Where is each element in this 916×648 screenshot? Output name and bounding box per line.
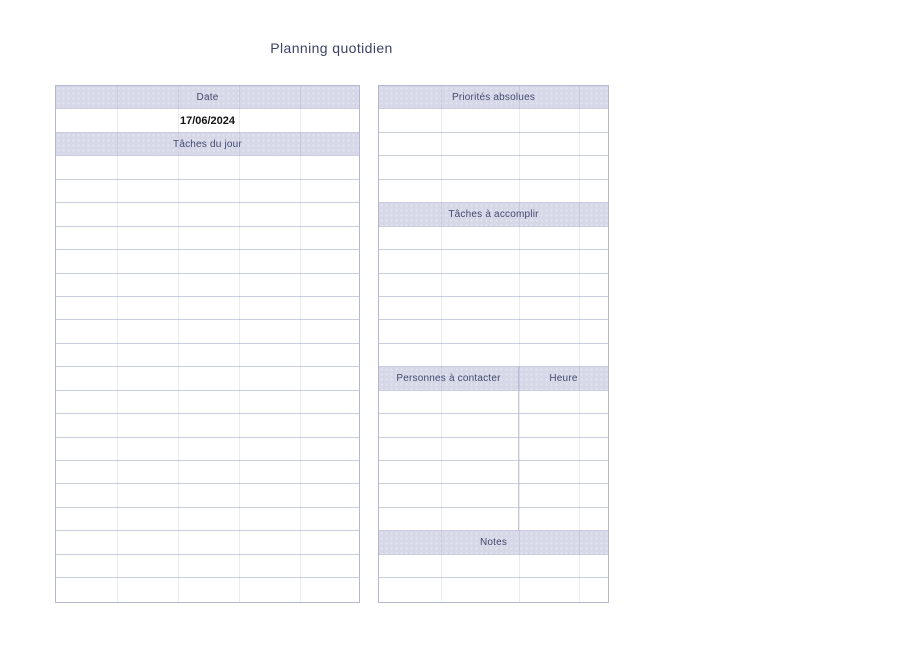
contact-row[interactable] [379, 484, 608, 507]
task-row[interactable] [56, 555, 359, 578]
task-row[interactable] [56, 297, 359, 320]
priorities-table [378, 85, 609, 603]
contact-hour-cell[interactable] [519, 508, 608, 530]
contact-name-cell[interactable] [379, 484, 519, 506]
contact-row[interactable] [379, 461, 608, 484]
priority-row[interactable] [379, 156, 608, 179]
note-row[interactable] [379, 555, 608, 578]
priority-rows [379, 109, 608, 203]
todo-row[interactable] [379, 344, 608, 367]
task-row[interactable] [56, 367, 359, 390]
priority-row[interactable] [379, 109, 608, 132]
date-value-cell[interactable]: 17/06/2024 [56, 109, 359, 132]
contact-name-cell[interactable] [379, 461, 519, 483]
task-row[interactable] [56, 344, 359, 367]
task-row[interactable] [56, 250, 359, 273]
todo-row[interactable] [379, 227, 608, 250]
page-title: Planning quotidien [270, 40, 393, 56]
contact-name-cell[interactable] [379, 414, 519, 436]
priority-row[interactable] [379, 133, 608, 156]
daily-tasks-table [55, 85, 360, 603]
hour-header: Heure [549, 372, 578, 384]
task-rows [56, 156, 359, 601]
task-row[interactable] [56, 484, 359, 507]
task-row[interactable] [56, 156, 359, 179]
task-row[interactable] [56, 320, 359, 343]
task-row[interactable] [56, 391, 359, 414]
contact-row[interactable] [379, 414, 608, 437]
contact-hour-cell[interactable] [519, 438, 608, 460]
todo-header: Tâches à accomplir [379, 203, 608, 226]
contact-row[interactable] [379, 508, 608, 531]
task-row[interactable] [56, 274, 359, 297]
contacts-header: Personnes à contacter [379, 367, 519, 389]
task-row[interactable] [56, 414, 359, 437]
task-row[interactable] [56, 438, 359, 461]
contact-name-cell[interactable] [379, 391, 519, 413]
todo-row[interactable] [379, 320, 608, 343]
task-row[interactable] [56, 531, 359, 554]
notes-header: Notes [379, 531, 608, 554]
note-row[interactable] [379, 578, 608, 601]
priorities-header: Priorités absolues [379, 86, 608, 109]
todo-row[interactable] [379, 274, 608, 297]
contact-name-cell[interactable] [379, 438, 519, 460]
contact-row[interactable] [379, 438, 608, 461]
contact-name-cell[interactable] [379, 508, 519, 530]
contact-hour-cell[interactable] [519, 414, 608, 436]
contact-hour-cell[interactable] [519, 391, 608, 413]
priority-row[interactable] [379, 180, 608, 203]
task-row[interactable] [56, 227, 359, 250]
tasks-header: Tâches du jour [56, 133, 359, 156]
todo-rows [379, 227, 608, 368]
task-row[interactable] [56, 508, 359, 531]
task-row[interactable] [56, 578, 359, 601]
date-header: Date [56, 86, 359, 109]
todo-row[interactable] [379, 297, 608, 320]
contacts-header-row [379, 367, 608, 390]
todo-row[interactable] [379, 250, 608, 273]
contact-rows [379, 391, 608, 532]
contact-hour-cell[interactable] [519, 461, 608, 483]
task-row[interactable] [56, 180, 359, 203]
contact-hour-cell[interactable] [519, 484, 608, 506]
task-row[interactable] [56, 461, 359, 484]
task-row[interactable] [56, 203, 359, 226]
contact-row[interactable] [379, 391, 608, 414]
note-rows [379, 555, 608, 602]
